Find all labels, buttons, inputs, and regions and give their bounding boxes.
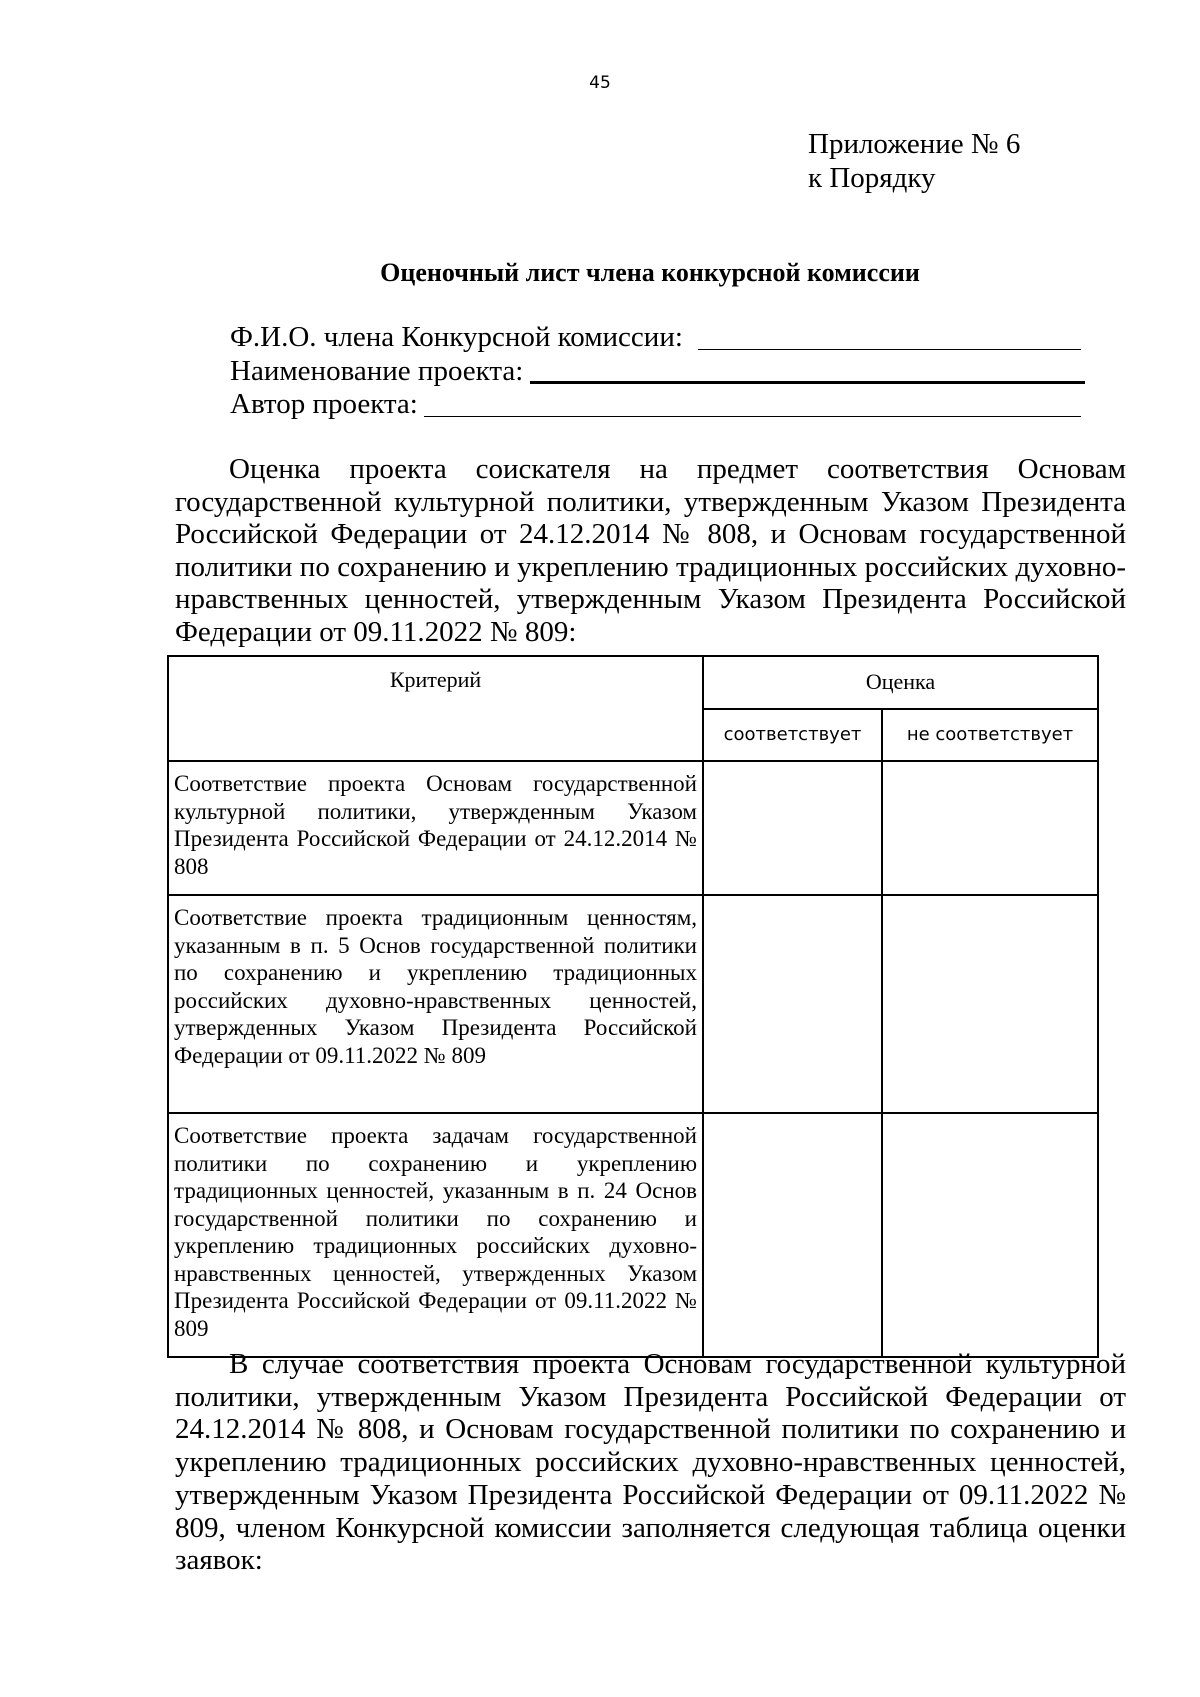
member-name-blank[interactable] — [698, 349, 1081, 350]
header-criterion: Критерий — [168, 656, 703, 761]
intro-paragraph: Оценка проекта соискателя на предмет соответствия Основам государственной культурной политики, утвержденным Указом Президента Российской Федерации от 24.12.2014 № 808, и Основам государственной политики по сохранению и укреплению традиционных российских духовно-нравственных ценностей, утвержденным Указом Президента Российской Федерации от 09.11.2022 № 809: — [175, 453, 1126, 648]
header-score: Оценка — [703, 656, 1098, 709]
not-complies-cell[interactable] — [882, 1113, 1098, 1357]
appendix-number: Приложение № 6 — [808, 128, 1021, 160]
closing-paragraph: В случае соответствия проекта Основам государственной культурной политики, утвержденным Указом Президента Российской Федерации от 24.12.2014 № 808, и Основам государственной политики по сохранению и укреплению традиционных российских духовно-нравственных ценностей, утвержденным Указом Президента Российской Федерации от 09.11.2022 № 809, членом Конкурсной комиссии заполняется следующая таблица оценки заявок: — [175, 1348, 1126, 1577]
complies-cell[interactable] — [703, 895, 882, 1113]
table-row — [168, 895, 1098, 1113]
criteria-table — [167, 655, 1099, 1358]
appendix-reference: к Порядку — [808, 162, 936, 194]
criterion-cell: Соответствие проекта традиционным ценностям, указанным в п. 5 Основ государственной политики по сохранению и укреплению традиционных российских духовно-нравственных ценностей, утвержденных Указом Президента Российской Федерации от 09.11.2022 № 809 — [168, 895, 703, 1113]
not-complies-cell[interactable] — [882, 895, 1098, 1113]
table-row — [168, 1113, 1098, 1357]
table-row — [168, 761, 1098, 895]
field-member-name-label: Ф.И.О. члена Конкурсной комиссии: — [230, 321, 683, 353]
criterion-cell: Соответствие проекта Основам государственной культурной политики, утвержденным Указом Президента Российской Федерации от 24.12.2014 № 808 — [168, 761, 703, 895]
header-complies: соответствует — [703, 709, 882, 762]
project-name-blank[interactable] — [530, 381, 1085, 384]
table-header-row — [168, 656, 1098, 709]
document-title: Оценочный лист члена конкурсной комиссии — [380, 258, 920, 287]
field-project-name-label: Наименование проекта: — [230, 355, 524, 387]
appendix-header — [808, 127, 1020, 195]
complies-cell[interactable] — [703, 761, 882, 895]
project-author-blank[interactable] — [424, 416, 1081, 417]
header-not-complies: не соответствует — [882, 709, 1098, 762]
field-project-author — [230, 387, 418, 421]
criterion-cell: Соответствие проекта задачам государственной политики по сохранению и укреплению традиционных ценностей, указанным в п. 24 Основ государственной политики по сохранению и укреплению традиционных российских духовно-нравственных ценностей, утвержденных Указом Президента Российской Федерации от 09.11.2022 № 809 — [168, 1113, 703, 1357]
not-complies-cell[interactable] — [882, 761, 1098, 895]
field-member-name — [230, 320, 683, 354]
page-number: 45 — [589, 73, 611, 93]
field-project-name — [230, 354, 523, 388]
field-project-author-label: Автор проекта: — [230, 388, 418, 420]
complies-cell[interactable] — [703, 1113, 882, 1357]
